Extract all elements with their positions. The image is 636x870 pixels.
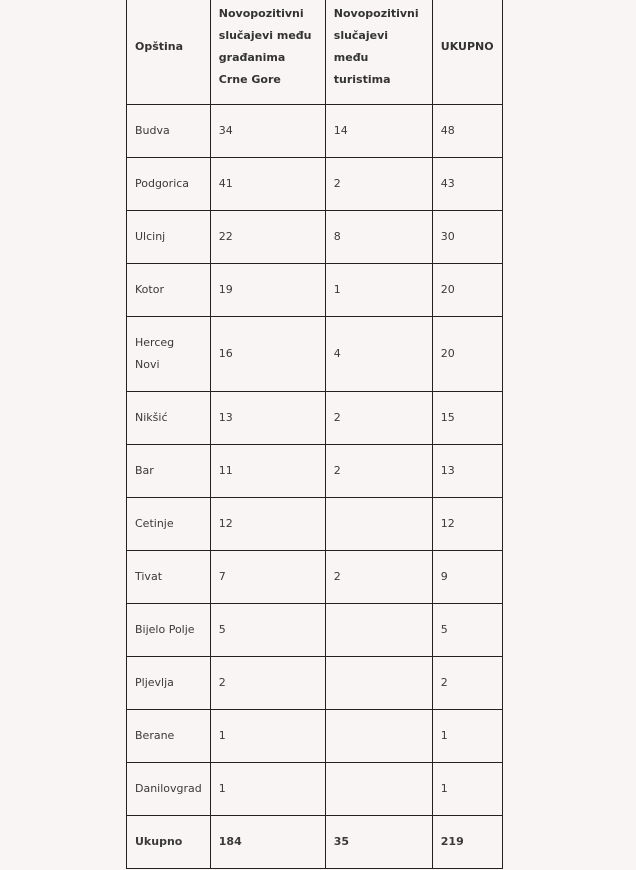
tourists-cell: 1	[325, 264, 432, 317]
total-municipality-cell: Ukupno	[127, 816, 211, 869]
table-row	[127, 604, 503, 657]
cases-table	[126, 0, 503, 869]
table-row	[127, 105, 503, 158]
table-row	[127, 763, 503, 816]
table-row	[127, 211, 503, 264]
tourists-cell: 2	[325, 551, 432, 604]
municipality-cell: Nikšić	[127, 392, 211, 445]
municipality-cell: Bijelo Polje	[127, 604, 211, 657]
municipality-cell: Budva	[127, 105, 211, 158]
tourists-cell: 14	[325, 105, 432, 158]
total-row	[127, 816, 503, 869]
citizens-cell: 12	[210, 498, 325, 551]
citizens-cell: 1	[210, 710, 325, 763]
total-cell: 20	[432, 264, 502, 317]
municipality-cell: Herceg Novi	[127, 317, 211, 392]
tourists-cell: 2	[325, 158, 432, 211]
municipality-cell: Podgorica	[127, 158, 211, 211]
total-cell: 5	[432, 604, 502, 657]
citizens-cell: 2	[210, 657, 325, 710]
table-row	[127, 498, 503, 551]
tourists-cell: 2	[325, 392, 432, 445]
municipality-cell: Cetinje	[127, 498, 211, 551]
total-cell: 20	[432, 317, 502, 392]
header-citizens: Novopozitivni slučajevi među građanima Crne Gore	[210, 0, 325, 105]
tourists-cell: 2	[325, 445, 432, 498]
tourists-cell: 8	[325, 211, 432, 264]
table-row	[127, 392, 503, 445]
citizens-cell: 22	[210, 211, 325, 264]
total-cell: 2	[432, 657, 502, 710]
cases-table-container	[126, 0, 503, 869]
citizens-cell: 16	[210, 317, 325, 392]
municipality-cell: Pljevlja	[127, 657, 211, 710]
tourists-cell	[325, 604, 432, 657]
total-cell: 30	[432, 211, 502, 264]
header-municipality: Opština	[127, 0, 211, 105]
municipality-cell: Kotor	[127, 264, 211, 317]
citizens-cell: 1	[210, 763, 325, 816]
citizens-cell: 5	[210, 604, 325, 657]
total-cell: 12	[432, 498, 502, 551]
total-cell: 9	[432, 551, 502, 604]
total-cell: 48	[432, 105, 502, 158]
header-total: UKUPNO	[432, 0, 502, 105]
table-row	[127, 264, 503, 317]
table-row	[127, 551, 503, 604]
header-tourists: Novopozitivni slučajevi među turistima	[325, 0, 432, 105]
total-citizens-cell: 184	[210, 816, 325, 869]
total-tourists-cell: 35	[325, 816, 432, 869]
municipality-cell: Bar	[127, 445, 211, 498]
total-total-cell: 219	[432, 816, 502, 869]
citizens-cell: 11	[210, 445, 325, 498]
header-row	[127, 0, 503, 105]
municipality-cell: Ulcinj	[127, 211, 211, 264]
municipality-cell: Danilovgrad	[127, 763, 211, 816]
total-cell: 15	[432, 392, 502, 445]
total-cell: 43	[432, 158, 502, 211]
tourists-cell: 4	[325, 317, 432, 392]
tourists-cell	[325, 710, 432, 763]
municipality-cell: Tivat	[127, 551, 211, 604]
table-row	[127, 445, 503, 498]
citizens-cell: 13	[210, 392, 325, 445]
total-cell: 1	[432, 710, 502, 763]
citizens-cell: 41	[210, 158, 325, 211]
citizens-cell: 19	[210, 264, 325, 317]
tourists-cell	[325, 763, 432, 816]
table-row	[127, 657, 503, 710]
table-row	[127, 317, 503, 392]
total-cell: 13	[432, 445, 502, 498]
table-row	[127, 158, 503, 211]
table-row	[127, 710, 503, 763]
total-cell: 1	[432, 763, 502, 816]
tourists-cell	[325, 498, 432, 551]
municipality-cell: Berane	[127, 710, 211, 763]
citizens-cell: 7	[210, 551, 325, 604]
tourists-cell	[325, 657, 432, 710]
citizens-cell: 34	[210, 105, 325, 158]
